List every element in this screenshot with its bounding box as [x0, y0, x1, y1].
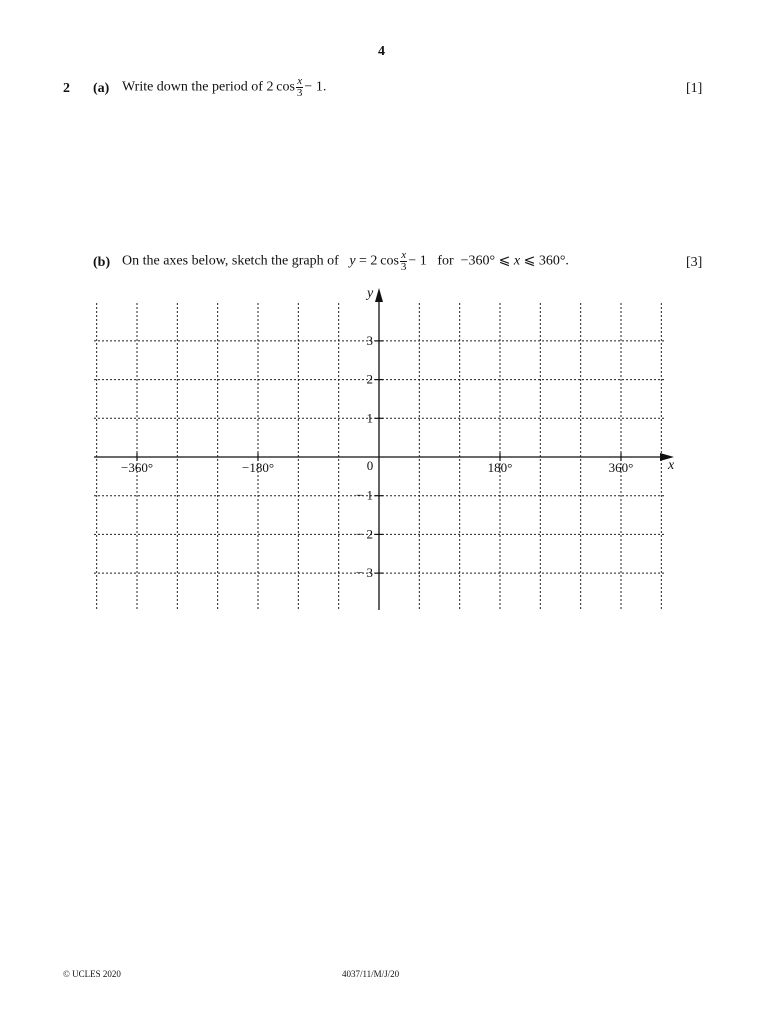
y-axis-arrowhead [375, 288, 383, 302]
part-b-range-end: ⩽ 360°. [520, 253, 569, 269]
y-tick-label--3: − 3 [355, 565, 373, 581]
part-b-y-var: y [349, 253, 356, 269]
labels-layer [121, 286, 675, 580]
page-number: 4 [378, 44, 385, 59]
axes-layer [94, 288, 674, 610]
part-a-frac-denominator: 3 [296, 87, 303, 99]
part-b-text-prefix: On the axes below, sketch the graph of [122, 253, 339, 269]
part-b-eq-mid: = 2 cos [355, 253, 399, 269]
part-a-frac-numerator: x [297, 75, 303, 87]
part-a-label: (a) [93, 81, 110, 96]
part-a-text-prefix: Write down the period of 2 cos [122, 79, 295, 95]
part-b-frac-numerator: x [401, 249, 407, 261]
part-b-eq-end: − 1 [408, 253, 427, 269]
part-a-text-suffix: − 1. [304, 79, 327, 95]
part-b-label: (b) [93, 255, 111, 270]
footer-copyright: © UCLES 2020 [63, 969, 121, 979]
part-b-for-word: for [437, 253, 454, 269]
x-tick-label-360: 360° [608, 460, 634, 475]
y-tick-label--1: − 1 [355, 487, 373, 503]
x-axis-label: x [668, 458, 675, 473]
y-tick-label-2: 2 [366, 371, 373, 387]
question-number: 2 [63, 81, 70, 96]
part-b-frac-denominator: 3 [400, 261, 407, 273]
y-tick-label-3: 3 [366, 332, 373, 348]
y-axis-label: y [367, 286, 374, 301]
x-tick-label--180: −180° [241, 460, 275, 475]
x-tick-label--360: −360° [120, 460, 154, 475]
y-tick-label-1: 1 [366, 410, 373, 426]
x-tick-label-180: 180° [487, 460, 513, 475]
part-b-marks: [3] [686, 255, 703, 270]
part-b-range-var: x [513, 253, 521, 269]
y-tick-label--2: − 2 [355, 526, 373, 542]
origin-label: 0 [366, 458, 374, 473]
part-b-range-start: −360° ⩽ [460, 253, 514, 269]
footer-paper-code: 4037/11/M/J/20 [342, 969, 400, 979]
part-a-marks: [1] [686, 81, 703, 96]
